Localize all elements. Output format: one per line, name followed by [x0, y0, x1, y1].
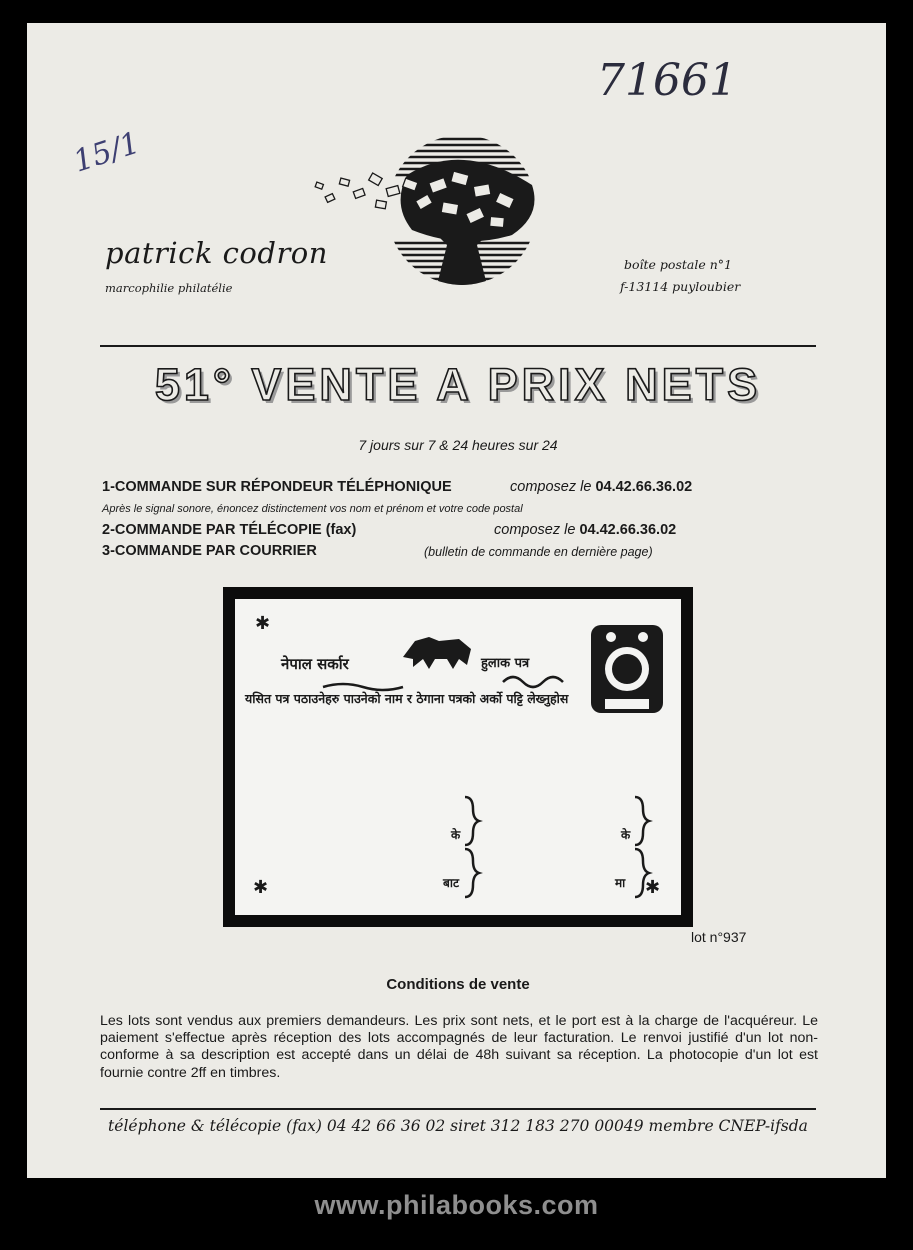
svg-text:हुलाक पत्र: हुलाक पत्र: [481, 656, 530, 671]
catalog-page: [27, 23, 886, 1178]
order-method-phone: 1-COMMANDE SUR RÉPONDEUR TÉLÉPHONIQUE: [102, 479, 452, 495]
handwritten-note-left: 15/1: [69, 125, 145, 180]
svg-text:✱: ✱: [253, 877, 269, 898]
order-fax-compose: [494, 522, 676, 538]
svg-text:यसित पत्र पठाउनेहरु पाउनेको ना: यसित पत्र पठाउनेहरु पाउनेको नाम र ठेगाना पत्रको अर्को पट्टि लेख्नुहोस: [245, 691, 569, 706]
sale-title: 51° VENTE A PRIX NETS: [154, 359, 762, 410]
svg-text:नेपाल सर्कार: नेपाल सर्कार: [281, 655, 349, 673]
top-divider: [100, 345, 816, 347]
svg-text:बाट: बाट: [443, 876, 460, 890]
conditions-title: Conditions de vente: [386, 976, 530, 993]
svg-text:✱: ✱: [255, 613, 271, 634]
watermark: www.philabooks.com: [314, 1190, 599, 1220]
handwritten-number-top: 71661: [597, 55, 737, 106]
svg-text:के: के: [451, 828, 461, 842]
brand-subtitle: marcophilie philatélie: [105, 281, 233, 295]
order-instruction: Après le signal sonore, énoncez distinctement vos nom et prénom et votre code postal: [102, 503, 523, 515]
footer-contact: téléphone & télécopie (fax) 04 42 66 36 02 siret 312 183 270 00049 membre CNEP-ifsda: [108, 1117, 808, 1135]
address-line-2: f-13114 puyloubier: [620, 279, 741, 294]
brand-name: patrick codron: [105, 236, 328, 270]
order-phone-compose: [510, 479, 692, 495]
lot-caption: lot n°937: [691, 929, 747, 945]
compose-prefix: composez le: [494, 522, 576, 538]
conditions-text: Les lots sont vendus aux premiers demandeurs. Les prix sont nets, et le port est à la charge de l'acquéreur. Le paiement s'effectue après réception des lots accompagnés de leur facturation. Le renvoi justifié d'un lot non-conforme à sa description est accepté dans un délai de 48h suivant sa réception. La photocopie d'un lot est fournie contre 2ff en timbres.: [100, 1013, 818, 1081]
compose-prefix: composez le: [510, 479, 592, 495]
fax-number: 04.42.66.36.02: [579, 522, 677, 538]
order-method-fax: 2-COMMANDE PAR TÉLÉCOPIE (fax): [102, 522, 357, 538]
bottom-divider: [100, 1108, 816, 1110]
svg-text:के: के: [621, 828, 631, 842]
sale-subtitle: 7 jours sur 7 & 24 heures sur 24: [358, 437, 558, 453]
order-method-mail: 3-COMMANDE PAR COURRIER: [102, 543, 317, 559]
tree-of-envelopes-icon: [312, 135, 537, 295]
address-line-1: boîte postale n°1: [624, 257, 732, 272]
phone-number: 04.42.66.36.02: [595, 479, 693, 495]
svg-text:मा: मा: [615, 876, 626, 890]
nepal-postal-card-image: [223, 587, 693, 927]
order-mail-note: (bulletin de commande en dernière page): [424, 545, 653, 559]
svg-text:✱: ✱: [645, 877, 661, 898]
